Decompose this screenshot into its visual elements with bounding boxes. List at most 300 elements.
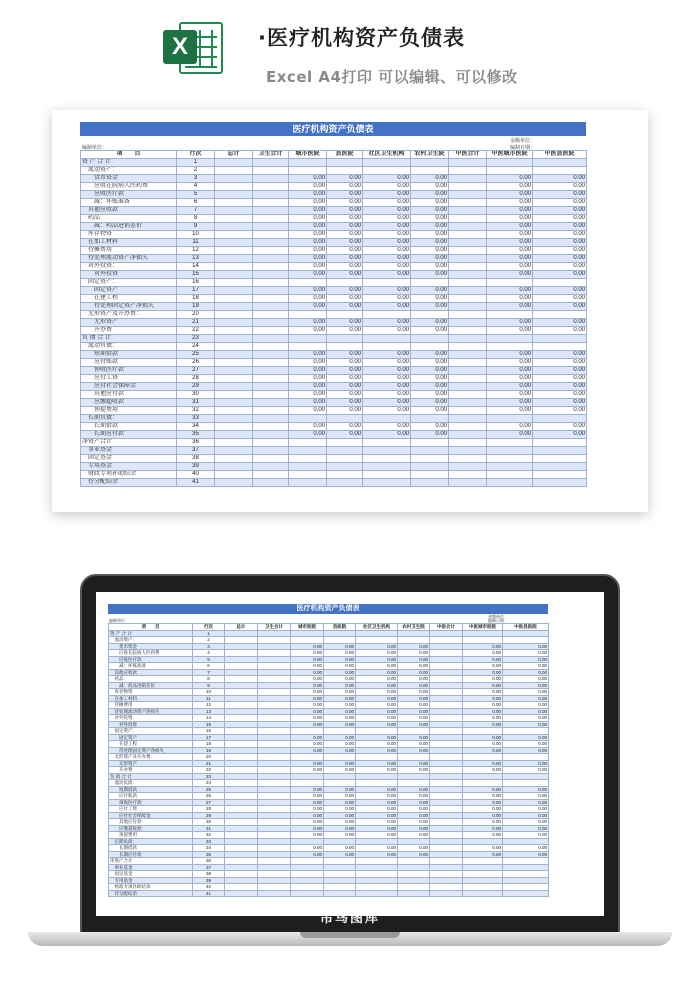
laptop-value-cell[interactable] (503, 890, 549, 897)
value-cell[interactable] (449, 359, 487, 367)
value-cell[interactable] (449, 439, 487, 447)
value-cell[interactable]: 0.00 (487, 183, 533, 191)
laptop-value-cell[interactable]: 0.00 (324, 799, 356, 806)
laptop-value-cell[interactable]: 0.00 (503, 708, 549, 715)
value-cell[interactable] (533, 311, 587, 319)
value-cell[interactable]: 0.00 (411, 239, 449, 247)
value-cell[interactable] (253, 479, 289, 487)
value-cell[interactable]: 0.00 (327, 351, 363, 359)
value-cell[interactable]: 0.00 (487, 431, 533, 439)
laptop-value-cell[interactable]: 0.00 (503, 812, 549, 819)
laptop-value-cell[interactable]: 0.00 (356, 643, 398, 650)
laptop-value-cell[interactable]: 0.00 (356, 734, 398, 741)
value-cell[interactable]: 0.00 (411, 359, 449, 367)
laptop-value-cell[interactable]: 0.00 (398, 682, 430, 689)
value-cell[interactable]: 0.00 (327, 327, 363, 335)
value-cell[interactable] (215, 327, 253, 335)
value-cell[interactable]: 0.00 (289, 191, 327, 199)
value-cell[interactable] (215, 207, 253, 215)
value-cell[interactable]: 0.00 (289, 303, 327, 311)
value-cell[interactable] (253, 167, 289, 175)
value-cell[interactable] (215, 239, 253, 247)
value-cell[interactable] (253, 399, 289, 407)
laptop-value-cell[interactable]: 0.00 (503, 747, 549, 754)
laptop-value-cell[interactable]: 0.00 (356, 663, 398, 670)
value-cell[interactable] (411, 463, 449, 471)
value-cell[interactable] (449, 271, 487, 279)
laptop-value-cell[interactable]: 0.00 (356, 721, 398, 728)
value-cell[interactable] (215, 439, 253, 447)
value-cell[interactable]: 0.00 (533, 239, 587, 247)
value-cell[interactable] (449, 447, 487, 455)
value-cell[interactable]: 0.00 (289, 423, 327, 431)
value-cell[interactable] (253, 263, 289, 271)
laptop-value-cell[interactable]: 0.00 (398, 767, 430, 774)
value-cell[interactable] (487, 471, 533, 479)
value-cell[interactable] (215, 391, 253, 399)
value-cell[interactable] (215, 255, 253, 263)
laptop-value-cell[interactable]: 0.00 (463, 663, 503, 670)
laptop-value-cell[interactable]: 0.00 (324, 650, 356, 657)
laptop-value-cell[interactable] (398, 890, 430, 897)
laptop-value-cell[interactable] (291, 890, 324, 897)
laptop-value-cell[interactable]: 0.00 (398, 702, 430, 709)
laptop-value-cell[interactable]: 0.00 (398, 825, 430, 832)
laptop-value-cell[interactable]: 0.00 (503, 702, 549, 709)
value-cell[interactable] (289, 335, 327, 343)
value-cell[interactable] (289, 311, 327, 319)
value-cell[interactable]: 0.00 (487, 175, 533, 183)
value-cell[interactable]: 0.00 (533, 215, 587, 223)
value-cell[interactable] (215, 351, 253, 359)
value-cell[interactable] (363, 343, 411, 351)
value-cell[interactable] (449, 343, 487, 351)
value-cell[interactable] (449, 471, 487, 479)
value-cell[interactable] (253, 255, 289, 263)
laptop-value-cell[interactable]: 0.00 (503, 669, 549, 676)
value-cell[interactable]: 0.00 (411, 247, 449, 255)
value-cell[interactable]: 0.00 (363, 303, 411, 311)
laptop-value-cell[interactable]: 0.00 (398, 747, 430, 754)
laptop-value-cell[interactable]: 0.00 (324, 721, 356, 728)
value-cell[interactable]: 0.00 (363, 207, 411, 215)
value-cell[interactable]: 0.00 (327, 303, 363, 311)
laptop-value-cell[interactable]: 0.00 (324, 767, 356, 774)
laptop-value-cell[interactable]: 0.00 (503, 786, 549, 793)
laptop-value-cell[interactable]: 0.00 (356, 682, 398, 689)
laptop-value-cell[interactable]: 0.00 (503, 741, 549, 748)
value-cell[interactable] (215, 375, 253, 383)
laptop-value-cell[interactable]: 0.00 (503, 676, 549, 683)
value-cell[interactable]: 0.00 (487, 303, 533, 311)
value-cell[interactable] (253, 351, 289, 359)
value-cell[interactable]: 0.00 (411, 391, 449, 399)
value-cell[interactable] (215, 287, 253, 295)
value-cell[interactable] (253, 471, 289, 479)
laptop-value-cell[interactable]: 0.00 (291, 767, 324, 774)
laptop-value-cell[interactable]: 0.00 (398, 669, 430, 676)
laptop-value-cell[interactable]: 0.00 (398, 643, 430, 650)
value-cell[interactable] (533, 463, 587, 471)
value-cell[interactable] (487, 159, 533, 167)
laptop-value-cell[interactable]: 0.00 (291, 643, 324, 650)
laptop-value-cell[interactable]: 0.00 (356, 760, 398, 767)
value-cell[interactable] (253, 287, 289, 295)
value-cell[interactable] (253, 431, 289, 439)
laptop-value-cell[interactable]: 0.00 (463, 825, 503, 832)
value-cell[interactable] (215, 191, 253, 199)
value-cell[interactable] (253, 439, 289, 447)
laptop-value-cell[interactable]: 0.00 (463, 819, 503, 826)
laptop-value-cell[interactable]: 0.00 (324, 793, 356, 800)
laptop-value-cell[interactable]: 0.00 (503, 767, 549, 774)
value-cell[interactable]: 0.00 (411, 383, 449, 391)
laptop-value-cell[interactable]: 0.00 (356, 695, 398, 702)
value-cell[interactable]: 0.00 (411, 223, 449, 231)
value-cell[interactable]: 0.00 (363, 239, 411, 247)
laptop-value-cell[interactable]: 0.00 (503, 799, 549, 806)
value-cell[interactable] (487, 167, 533, 175)
value-cell[interactable] (487, 479, 533, 487)
value-cell[interactable] (449, 383, 487, 391)
laptop-value-cell[interactable]: 0.00 (463, 721, 503, 728)
value-cell[interactable] (253, 175, 289, 183)
value-cell[interactable] (411, 415, 449, 423)
value-cell[interactable] (449, 327, 487, 335)
value-cell[interactable] (449, 215, 487, 223)
value-cell[interactable] (449, 351, 487, 359)
laptop-value-cell[interactable]: 0.00 (291, 650, 324, 657)
laptop-value-cell[interactable]: 0.00 (356, 851, 398, 858)
laptop-value-cell[interactable]: 0.00 (503, 825, 549, 832)
value-cell[interactable] (449, 279, 487, 287)
value-cell[interactable] (449, 311, 487, 319)
value-cell[interactable] (449, 199, 487, 207)
laptop-value-cell[interactable]: 0.00 (463, 715, 503, 722)
value-cell[interactable] (253, 343, 289, 351)
value-cell[interactable]: 0.00 (411, 295, 449, 303)
laptop-value-cell[interactable]: 0.00 (503, 682, 549, 689)
laptop-value-cell[interactable]: 0.00 (356, 689, 398, 696)
value-cell[interactable]: 0.00 (533, 207, 587, 215)
laptop-value-cell[interactable]: 0.00 (324, 669, 356, 676)
value-cell[interactable] (449, 191, 487, 199)
value-cell[interactable] (253, 391, 289, 399)
value-cell[interactable]: 0.00 (289, 199, 327, 207)
laptop-value-cell[interactable]: 0.00 (291, 682, 324, 689)
value-cell[interactable]: 0.00 (533, 191, 587, 199)
value-cell[interactable]: 0.00 (411, 407, 449, 415)
value-cell[interactable] (449, 231, 487, 239)
laptop-value-cell[interactable]: 0.00 (356, 812, 398, 819)
value-cell[interactable]: 0.00 (487, 391, 533, 399)
value-cell[interactable] (215, 303, 253, 311)
value-cell[interactable] (487, 311, 533, 319)
laptop-value-cell[interactable]: 0.00 (463, 812, 503, 819)
laptop-value-cell[interactable] (324, 890, 356, 897)
laptop-value-cell[interactable]: 0.00 (503, 760, 549, 767)
value-cell[interactable]: 0.00 (289, 223, 327, 231)
value-cell[interactable]: 0.00 (411, 263, 449, 271)
value-cell[interactable] (487, 415, 533, 423)
value-cell[interactable]: 0.00 (533, 199, 587, 207)
value-cell[interactable]: 0.00 (363, 423, 411, 431)
laptop-value-cell[interactable]: 0.00 (324, 702, 356, 709)
laptop-value-cell[interactable]: 0.00 (398, 851, 430, 858)
laptop-value-cell[interactable]: 0.00 (463, 832, 503, 839)
laptop-value-cell[interactable]: 0.00 (356, 702, 398, 709)
laptop-value-cell[interactable]: 0.00 (291, 721, 324, 728)
laptop-value-cell[interactable]: 0.00 (324, 806, 356, 813)
value-cell[interactable] (289, 447, 327, 455)
laptop-value-cell[interactable]: 0.00 (291, 663, 324, 670)
laptop-value-cell[interactable]: 0.00 (356, 708, 398, 715)
laptop-value-cell[interactable]: 0.00 (291, 747, 324, 754)
laptop-value-cell[interactable]: 0.00 (463, 799, 503, 806)
value-cell[interactable] (253, 231, 289, 239)
value-cell[interactable] (289, 279, 327, 287)
value-cell[interactable]: 0.00 (363, 215, 411, 223)
laptop-value-cell[interactable]: 0.00 (463, 669, 503, 676)
value-cell[interactable]: 0.00 (363, 367, 411, 375)
value-cell[interactable]: 0.00 (487, 359, 533, 367)
value-cell[interactable] (215, 431, 253, 439)
value-cell[interactable]: 0.00 (327, 399, 363, 407)
laptop-value-cell[interactable]: 0.00 (291, 812, 324, 819)
value-cell[interactable] (533, 479, 587, 487)
value-cell[interactable] (253, 271, 289, 279)
laptop-value-cell[interactable]: 0.00 (324, 715, 356, 722)
value-cell[interactable] (487, 447, 533, 455)
value-cell[interactable]: 0.00 (327, 383, 363, 391)
laptop-value-cell[interactable]: 0.00 (291, 819, 324, 826)
value-cell[interactable] (253, 335, 289, 343)
value-cell[interactable]: 0.00 (487, 367, 533, 375)
laptop-value-cell[interactable]: 0.00 (291, 708, 324, 715)
laptop-value-cell[interactable]: 0.00 (398, 695, 430, 702)
value-cell[interactable] (253, 359, 289, 367)
laptop-value-cell[interactable]: 0.00 (291, 702, 324, 709)
laptop-value-cell[interactable]: 0.00 (398, 793, 430, 800)
laptop-value-cell[interactable]: 0.00 (291, 656, 324, 663)
laptop-value-cell[interactable]: 0.00 (398, 663, 430, 670)
laptop-value-cell[interactable]: 0.00 (463, 695, 503, 702)
value-cell[interactable] (215, 383, 253, 391)
value-cell[interactable]: 0.00 (327, 263, 363, 271)
laptop-value-cell[interactable]: 0.00 (324, 695, 356, 702)
value-cell[interactable]: 0.00 (411, 255, 449, 263)
laptop-value-cell[interactable]: 0.00 (356, 669, 398, 676)
laptop-value-cell[interactable]: 0.00 (356, 786, 398, 793)
laptop-value-cell[interactable]: 0.00 (463, 786, 503, 793)
value-cell[interactable]: 0.00 (487, 215, 533, 223)
value-cell[interactable]: 0.00 (327, 215, 363, 223)
value-cell[interactable]: 0.00 (289, 295, 327, 303)
value-cell[interactable]: 0.00 (327, 287, 363, 295)
value-cell[interactable]: 0.00 (533, 391, 587, 399)
value-cell[interactable] (215, 367, 253, 375)
value-cell[interactable]: 0.00 (533, 175, 587, 183)
value-cell[interactable]: 0.00 (533, 295, 587, 303)
value-cell[interactable]: 0.00 (411, 183, 449, 191)
value-cell[interactable]: 0.00 (487, 287, 533, 295)
laptop-value-cell[interactable]: 0.00 (503, 851, 549, 858)
value-cell[interactable]: 0.00 (327, 175, 363, 183)
value-cell[interactable]: 0.00 (289, 239, 327, 247)
value-cell[interactable]: 0.00 (487, 375, 533, 383)
laptop-value-cell[interactable]: 0.00 (324, 786, 356, 793)
laptop-value-cell[interactable]: 0.00 (324, 689, 356, 696)
laptop-value-cell[interactable] (258, 890, 291, 897)
value-cell[interactable] (449, 255, 487, 263)
value-cell[interactable]: 0.00 (363, 263, 411, 271)
value-cell[interactable]: 0.00 (363, 319, 411, 327)
laptop-value-cell[interactable]: 0.00 (463, 708, 503, 715)
laptop-value-cell[interactable]: 0.00 (324, 643, 356, 650)
value-cell[interactable] (327, 455, 363, 463)
value-cell[interactable] (449, 367, 487, 375)
laptop-value-cell[interactable]: 0.00 (503, 643, 549, 650)
value-cell[interactable] (449, 431, 487, 439)
value-cell[interactable] (363, 471, 411, 479)
value-cell[interactable]: 0.00 (363, 327, 411, 335)
value-cell[interactable]: 0.00 (327, 223, 363, 231)
value-cell[interactable] (215, 215, 253, 223)
value-cell[interactable] (363, 159, 411, 167)
value-cell[interactable] (289, 439, 327, 447)
value-cell[interactable]: 0.00 (363, 383, 411, 391)
value-cell[interactable] (215, 335, 253, 343)
value-cell[interactable]: 0.00 (411, 431, 449, 439)
value-cell[interactable] (327, 479, 363, 487)
value-cell[interactable]: 0.00 (533, 351, 587, 359)
laptop-value-cell[interactable]: 0.00 (291, 715, 324, 722)
laptop-value-cell[interactable]: 0.00 (398, 812, 430, 819)
value-cell[interactable]: 0.00 (363, 351, 411, 359)
value-cell[interactable] (449, 303, 487, 311)
laptop-value-cell[interactable]: 0.00 (291, 734, 324, 741)
value-cell[interactable] (215, 471, 253, 479)
value-cell[interactable] (411, 447, 449, 455)
value-cell[interactable] (215, 263, 253, 271)
laptop-value-cell[interactable]: 0.00 (398, 708, 430, 715)
value-cell[interactable] (253, 207, 289, 215)
laptop-value-cell[interactable]: 0.00 (398, 845, 430, 852)
value-cell[interactable]: 0.00 (533, 183, 587, 191)
value-cell[interactable]: 0.00 (289, 183, 327, 191)
laptop-value-cell[interactable] (430, 890, 463, 897)
laptop-value-cell[interactable]: 0.00 (324, 682, 356, 689)
laptop-value-cell[interactable]: 0.00 (398, 650, 430, 657)
laptop-value-cell[interactable]: 0.00 (356, 819, 398, 826)
laptop-value-cell[interactable]: 0.00 (463, 851, 503, 858)
value-cell[interactable] (449, 295, 487, 303)
laptop-value-cell[interactable]: 0.00 (356, 799, 398, 806)
value-cell[interactable] (253, 191, 289, 199)
value-cell[interactable] (449, 175, 487, 183)
value-cell[interactable] (215, 407, 253, 415)
value-cell[interactable] (449, 415, 487, 423)
value-cell[interactable]: 0.00 (411, 351, 449, 359)
value-cell[interactable]: 0.00 (487, 255, 533, 263)
value-cell[interactable]: 0.00 (289, 383, 327, 391)
laptop-value-cell[interactable]: 0.00 (324, 663, 356, 670)
value-cell[interactable]: 0.00 (411, 199, 449, 207)
laptop-value-cell[interactable]: 0.00 (503, 845, 549, 852)
value-cell[interactable] (289, 415, 327, 423)
laptop-value-cell[interactable]: 0.00 (324, 747, 356, 754)
value-cell[interactable]: 0.00 (327, 431, 363, 439)
value-cell[interactable] (363, 415, 411, 423)
value-cell[interactable] (253, 303, 289, 311)
value-cell[interactable] (533, 159, 587, 167)
value-cell[interactable] (449, 167, 487, 175)
laptop-value-cell[interactable]: 0.00 (291, 793, 324, 800)
value-cell[interactable]: 0.00 (411, 207, 449, 215)
value-cell[interactable]: 0.00 (327, 247, 363, 255)
laptop-value-cell[interactable]: 0.00 (398, 799, 430, 806)
laptop-value-cell[interactable]: 0.00 (463, 747, 503, 754)
value-cell[interactable]: 0.00 (327, 423, 363, 431)
value-cell[interactable]: 0.00 (327, 255, 363, 263)
value-cell[interactable] (487, 343, 533, 351)
value-cell[interactable] (533, 279, 587, 287)
laptop-value-cell[interactable]: 0.00 (398, 806, 430, 813)
value-cell[interactable]: 0.00 (363, 223, 411, 231)
laptop-value-cell[interactable]: 0.00 (324, 760, 356, 767)
value-cell[interactable]: 0.00 (289, 327, 327, 335)
value-cell[interactable] (363, 447, 411, 455)
value-cell[interactable] (215, 479, 253, 487)
value-cell[interactable] (449, 183, 487, 191)
value-cell[interactable]: 0.00 (363, 399, 411, 407)
value-cell[interactable]: 0.00 (363, 255, 411, 263)
value-cell[interactable] (327, 439, 363, 447)
value-cell[interactable]: 0.00 (363, 271, 411, 279)
laptop-value-cell[interactable]: 0.00 (324, 845, 356, 852)
value-cell[interactable] (449, 335, 487, 343)
value-cell[interactable] (449, 399, 487, 407)
value-cell[interactable] (253, 311, 289, 319)
value-cell[interactable] (327, 159, 363, 167)
laptop-value-cell[interactable]: 0.00 (503, 689, 549, 696)
value-cell[interactable] (327, 167, 363, 175)
value-cell[interactable] (411, 159, 449, 167)
laptop-value-cell[interactable]: 0.00 (324, 676, 356, 683)
value-cell[interactable] (411, 167, 449, 175)
value-cell[interactable] (253, 183, 289, 191)
value-cell[interactable] (215, 223, 253, 231)
value-cell[interactable] (533, 439, 587, 447)
laptop-value-cell[interactable]: 0.00 (398, 741, 430, 748)
value-cell[interactable]: 0.00 (363, 431, 411, 439)
value-cell[interactable] (449, 319, 487, 327)
value-cell[interactable]: 0.00 (411, 399, 449, 407)
laptop-value-cell[interactable]: 0.00 (324, 825, 356, 832)
value-cell[interactable] (253, 423, 289, 431)
laptop-value-cell[interactable]: 0.00 (291, 669, 324, 676)
laptop-value-cell[interactable]: 0.00 (503, 832, 549, 839)
value-cell[interactable] (289, 479, 327, 487)
value-cell[interactable] (411, 471, 449, 479)
laptop-value-cell[interactable]: 0.00 (291, 786, 324, 793)
value-cell[interactable]: 0.00 (487, 207, 533, 215)
value-cell[interactable] (363, 335, 411, 343)
laptop-value-cell[interactable]: 0.00 (503, 793, 549, 800)
value-cell[interactable] (411, 335, 449, 343)
laptop-value-cell[interactable]: 0.00 (503, 819, 549, 826)
value-cell[interactable]: 0.00 (487, 423, 533, 431)
